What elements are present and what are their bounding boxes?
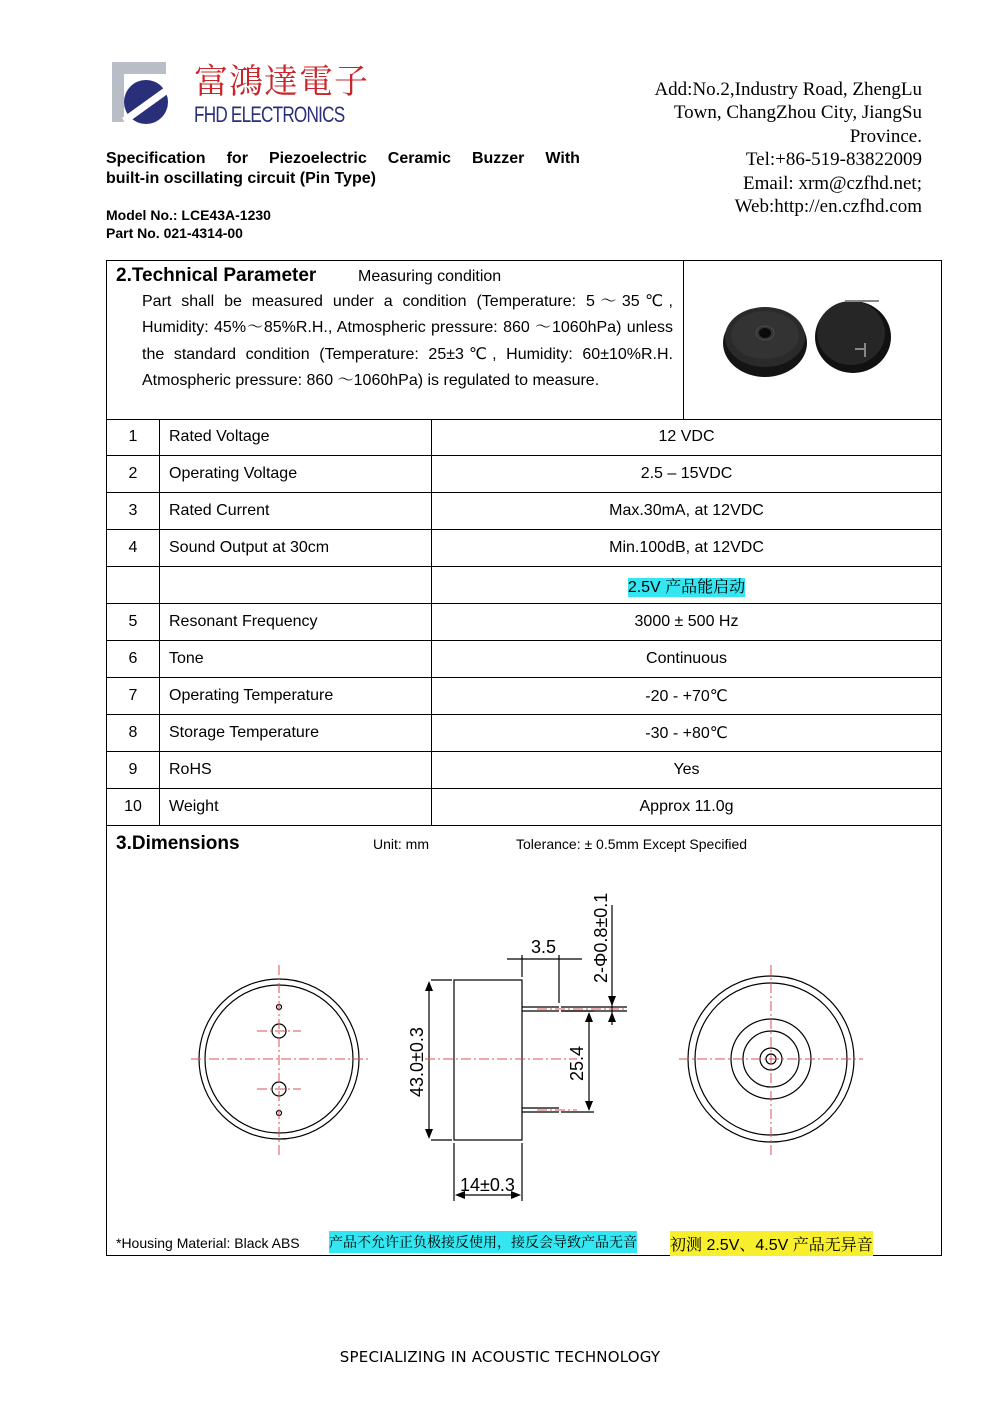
parameter-value: 2.5V 产品能启动 <box>627 578 746 596</box>
company-address <box>602 78 922 218</box>
web: Web:http://en.czfhd.com <box>734 196 922 218</box>
logo-chinese-name: 富鴻達電子 <box>194 62 369 102</box>
parameter-value-cell <box>432 678 942 715</box>
row-number <box>107 567 160 604</box>
parameter-name: Storage Temperature <box>160 715 432 752</box>
measuring-condition-cell <box>107 261 684 419</box>
row-number: 10 <box>107 789 160 826</box>
section-title: 2.Technical Parameter <box>116 265 317 286</box>
parameter-name: RoHS <box>160 752 432 789</box>
title-word: With <box>545 150 580 167</box>
parameter-name: Tone <box>160 641 432 678</box>
email: Email: xrm@czfhd.net; <box>743 172 922 194</box>
technical-parameter-header <box>107 261 941 420</box>
address-line: Town, ChangZhou City, JiangSu <box>673 102 922 124</box>
table-row <box>107 567 941 604</box>
parameter-value-cell <box>432 641 942 678</box>
product-photo <box>683 261 941 419</box>
table-row <box>107 678 941 715</box>
parameter-value: Max.30mA, at 12VDC <box>609 502 764 519</box>
footer-slogan: SPECIALIZING IN ACOUSTIC TECHNOLOGY <box>339 1348 661 1366</box>
table-row <box>107 493 941 530</box>
table-row <box>107 604 941 641</box>
parameter-value-cell <box>432 493 942 530</box>
tolerance-label: Tolerance: ± 0.5mm Except Specified <box>516 836 748 852</box>
parameter-value-cell <box>432 530 942 567</box>
parameter-name: Operating Voltage <box>160 456 432 493</box>
housing-material: *Housing Material: Black ABS <box>116 1235 300 1251</box>
parameter-name: Rated Current <box>160 493 432 530</box>
part-number: Part No. 021-4314-00 <box>106 225 243 241</box>
dim-pin-diameter: 2-Φ0.8±0.1 <box>591 892 611 983</box>
row-number: 1 <box>107 419 160 456</box>
test-note: 初测 2.5V、4.5V 产品无异音 <box>670 1231 873 1256</box>
parameter-value-cell <box>432 604 942 641</box>
title-word: Specification <box>106 150 206 167</box>
parameter-name: Weight <box>160 789 432 826</box>
address-line: Add:No.2,Industry Road, ZhengLu <box>654 79 922 100</box>
buzzer-photo-icon <box>683 261 941 419</box>
parameter-table <box>107 419 941 826</box>
table-row <box>107 641 941 678</box>
row-number: 3 <box>107 493 160 530</box>
dim-pin-offset: 3.5 <box>531 937 557 957</box>
fhd-logo-mark-icon <box>106 52 184 130</box>
model-info <box>106 206 271 242</box>
parameter-name <box>160 567 432 604</box>
table-row <box>107 456 941 493</box>
company-logo <box>106 52 369 132</box>
parameter-value: 3000 ± 500 Hz <box>634 613 739 630</box>
parameter-value-cell <box>432 567 942 604</box>
title-line-2: built-in oscillating circuit (Pin Type) <box>106 170 376 187</box>
parameter-value: -20 - +70℃ <box>645 688 728 705</box>
parameter-value: -30 - +80℃ <box>645 725 728 742</box>
parameter-name: Operating Temperature <box>160 678 432 715</box>
spec-box <box>106 260 942 1256</box>
title-word: Piezoelectric <box>268 150 367 167</box>
row-number: 7 <box>107 678 160 715</box>
table-row <box>107 419 941 456</box>
title-word: Ceramic <box>387 150 451 167</box>
row-number: 5 <box>107 604 160 641</box>
condition-paragraph: Part shall be measured under a condition (Temperature: 5～35℃, Humidity: 45%～85%R.H., Atmospheric pressure: 860 ～1060hPa) unless the standard condition (Temperature: 25±3℃, Humidity: 60±10%R.H. Atmospheric pressure: 860 ～1060hPa) is regulated to measure. <box>142 293 673 389</box>
spec-title <box>106 149 580 189</box>
parameter-value: Yes <box>673 761 700 778</box>
row-number: 9 <box>107 752 160 789</box>
table-row <box>107 530 941 567</box>
condition-label: Measuring condition <box>358 268 502 285</box>
dimension-drawing <box>107 865 941 1215</box>
row-number: 8 <box>107 715 160 752</box>
dimensions-section <box>107 825 941 1255</box>
parameter-value-cell <box>432 456 942 493</box>
parameter-value-cell <box>432 715 942 752</box>
polarity-note: 产品不允许正负极接反使用，接反会导致产品无音 <box>329 1231 637 1253</box>
parameter-value-cell <box>432 419 942 456</box>
tel: Tel:+86-519-83822009 <box>745 149 922 171</box>
parameter-name: Resonant Frequency <box>160 604 432 641</box>
parameter-value: 12 VDC <box>658 428 715 445</box>
parameter-value: 2.5 – 15VDC <box>640 465 733 482</box>
row-number: 4 <box>107 530 160 567</box>
section-title: 3.Dimensions <box>116 833 240 854</box>
dim-height: 14±0.3 <box>460 1175 515 1195</box>
parameter-value: Approx 11.0g <box>639 798 734 815</box>
unit-label: Unit: mm <box>373 836 429 852</box>
parameter-value-cell <box>432 789 942 826</box>
row-number: 6 <box>107 641 160 678</box>
parameter-value: Min.100dB, at 12VDC <box>609 539 764 556</box>
table-row <box>107 715 941 752</box>
title-word: Buzzer <box>471 150 525 167</box>
parameter-name: Sound Output at 30cm <box>160 530 432 567</box>
parameter-value-cell <box>432 752 942 789</box>
dim-pin-pitch: 25.4 <box>567 1045 587 1081</box>
table-row <box>107 789 941 826</box>
model-number: Model No.: LCE43A-1230 <box>106 207 271 223</box>
dim-diameter: 43.0±0.3 <box>407 1027 427 1097</box>
row-number: 2 <box>107 456 160 493</box>
title-word: for <box>226 150 248 167</box>
logo-english-name: FHD ELECTRONICS <box>194 102 345 127</box>
parameter-value: Continuous <box>646 650 727 667</box>
parameter-name: Rated Voltage <box>160 419 432 456</box>
table-row <box>107 752 941 789</box>
address-line: Province. <box>849 125 922 147</box>
